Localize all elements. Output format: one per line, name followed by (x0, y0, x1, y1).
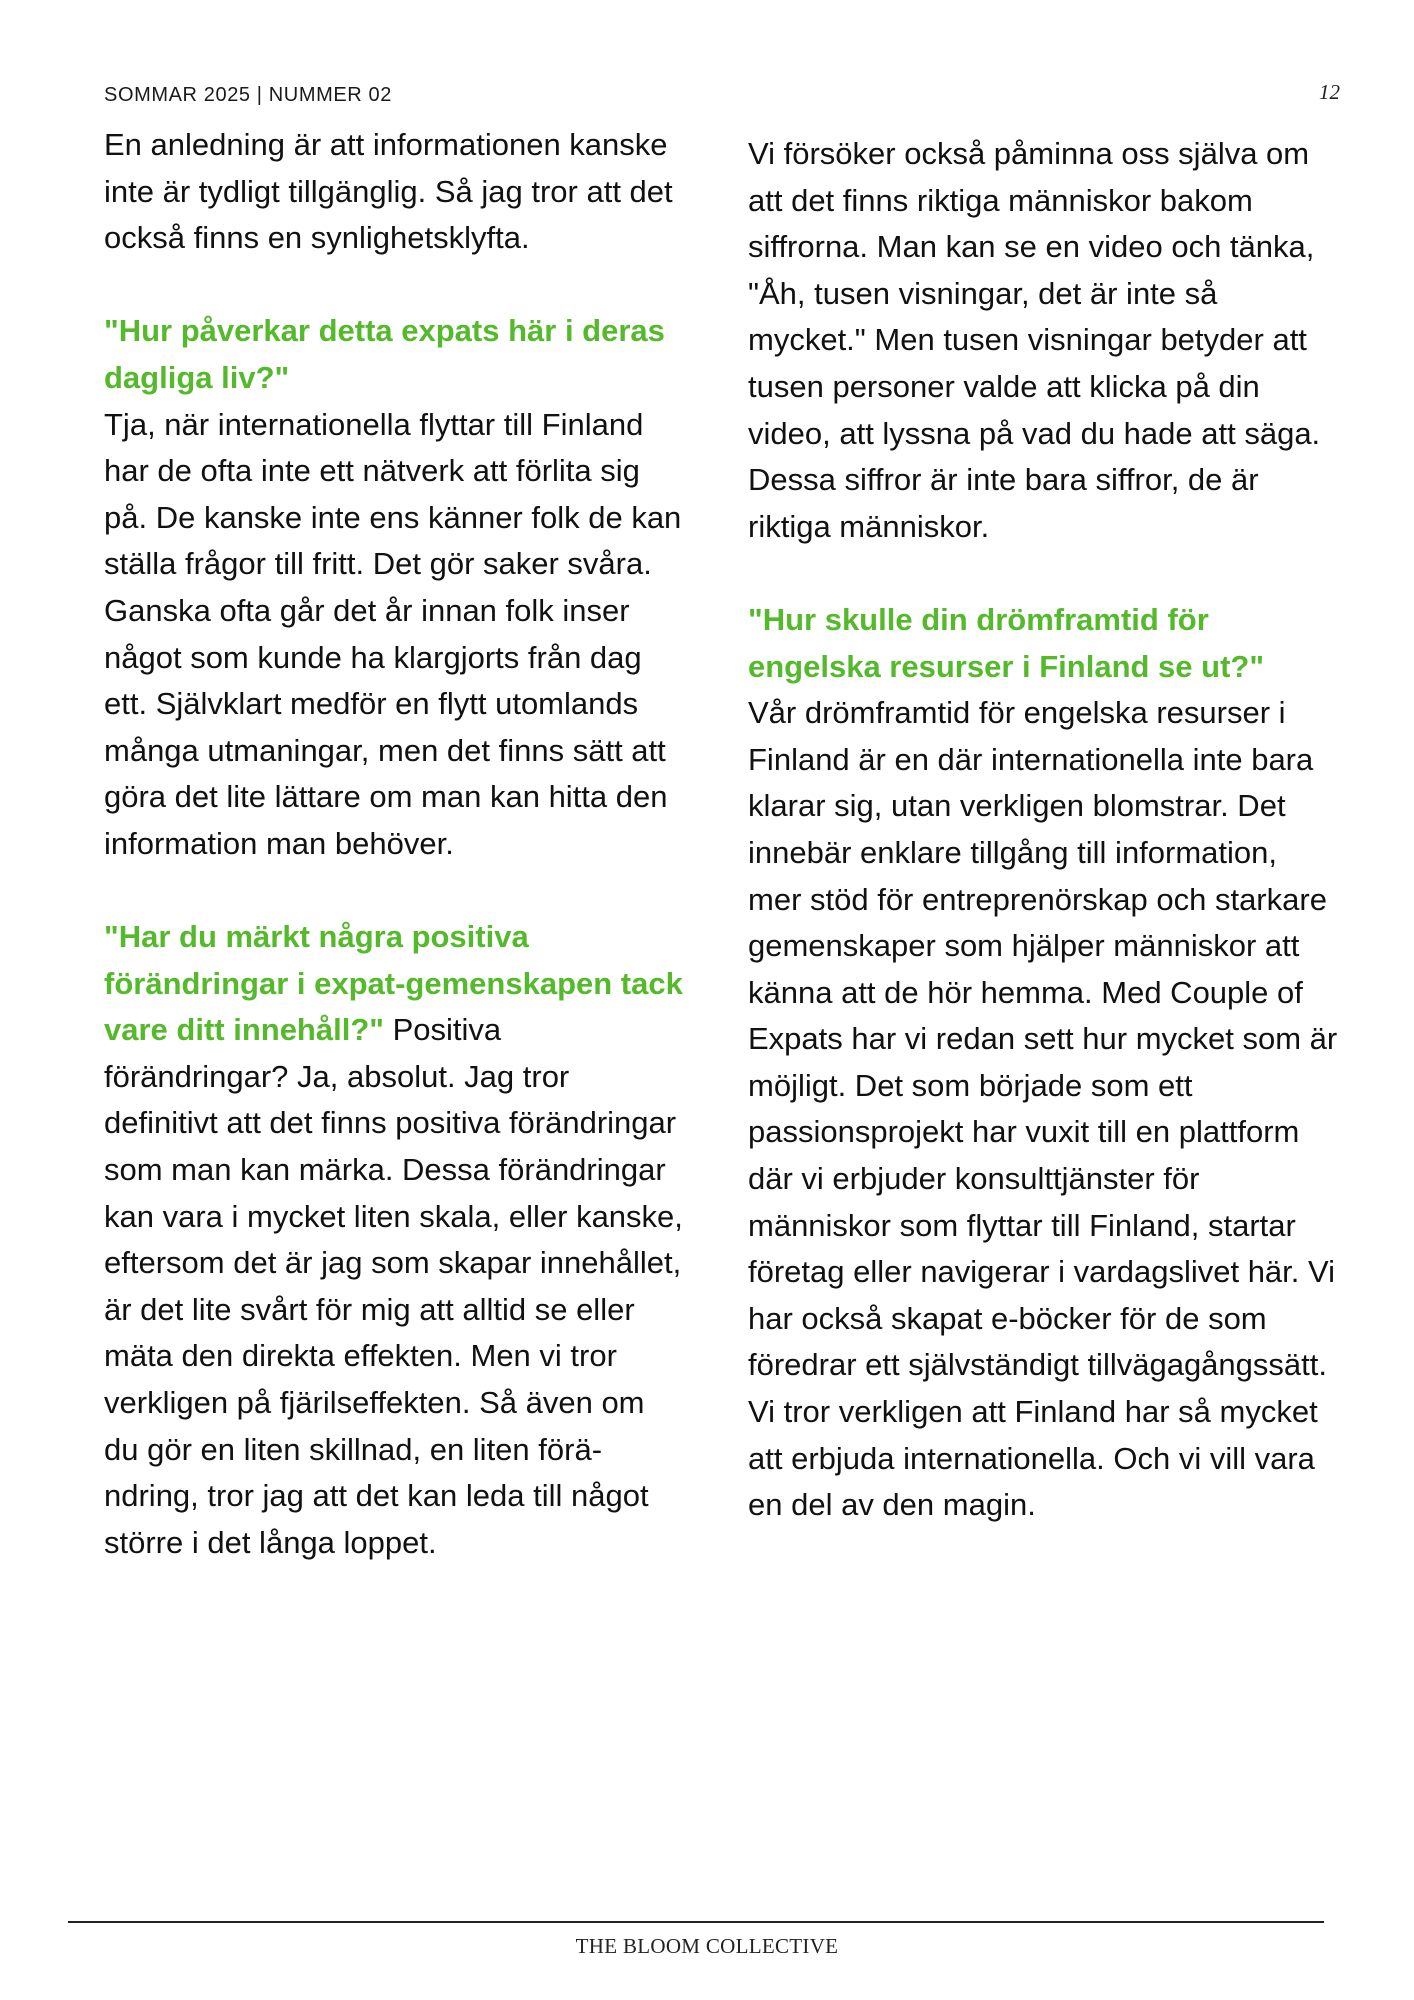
question-3-block (748, 597, 1338, 1529)
page-number: 12 (1319, 80, 1340, 104)
paragraph-gap (104, 868, 686, 915)
footer-divider (68, 1921, 1324, 1923)
left-column (104, 122, 686, 1566)
paragraph-gap (748, 550, 1338, 597)
answer-2: Positiva förändringar? Ja, absolut. Jag tror definitivt att det finns positiva förändringar som man kan märka. Dessa förändringar kan vara i mycket liten skala, eller kanske, eftersom det är jag som skapar innehållet, är det lite svårt för mig att alltid se eller mäta den direkta effekten. Men vi tror verkligen på fjärilseffekten. Så även om du gör en liten skillnad, en liten förä-ndring, tror jag att det kan leda till något större i det långa loppet. (104, 1012, 683, 1560)
continuation-paragraph: Vi försöker också påminna oss själva om att det finns riktiga människor bakom siffrorna. Man kan se en video och tänka, "Åh, tusen visningar, det är inte så mycket." Men tusen visningar betyder att tusen personer valde att klicka på din video, att lyssna på vad du hade att säga. Dessa siffror är inte bara siffror, de är riktiga människor. (748, 136, 1321, 544)
publication-name: THE BLOOM COLLECTIVE (575, 1934, 839, 1958)
question-1-block (104, 308, 686, 867)
answer-3: Vår drömframtid för engelska resurser i Finland är en där internationella inte bara klarar sig, utan verkligen blomstrar. Det innebär enklare tillgång till information, mer stöd för entreprenörskap och starkare gemenskaper som hjälper människor att känna att de hör hemma. Med Couple of Expats har vi redan sett hur mycket som är möjligt. Det som började som ett passionsprojekt har vuxit till en plattform där vi erbjuder konsulttjänster för människor som flyttar till Finland, startar företag eller navigerar i vardagslivet här. Vi har också skapat e-böcker för de som föredrar ett självständigt tillvägagångssätt. Vi tror verkligen att Finland har så mycket att erbjuda internationella. Och vi vill vara en del av den magin. (748, 695, 1338, 1523)
question-1: "Hur påverkar detta expats här i deras dagliga liv?" (104, 313, 665, 395)
intro-paragraph: En anledning är att informationen kanske inte är tydligt tillgänglig. Så jag tror att det också finns en synlighetsklyfta. (104, 127, 673, 256)
right-column (748, 131, 1338, 1529)
question-2: "Har du märkt några positiva förändringar i expat-gemenskapen tack vare ditt innehåll?" (104, 919, 683, 1048)
issue-label: SOMMAR 2025 | NUMMER 02 (104, 84, 392, 106)
paragraph-gap (104, 262, 686, 309)
answer-1: Tja, när internationella flyttar till Finland har de ofta inte ett nätverk att förlita sig på. De kanske inte ens känner folk de kan ställa frågor till fritt. Det gör saker svåra. Ganska ofta går det år innan folk inser något som kunde ha klargjorts från dag ett. Självklart medför en flytt utomlands många utmaningar, men det finns sätt att göra det lite lättare om man kan hitta den information man behöver. (104, 406, 682, 861)
question-3: "Hur skulle din drömframtid för engelska resurser i Finland se ut?" (748, 601, 1265, 684)
question-2-block (104, 914, 686, 1566)
